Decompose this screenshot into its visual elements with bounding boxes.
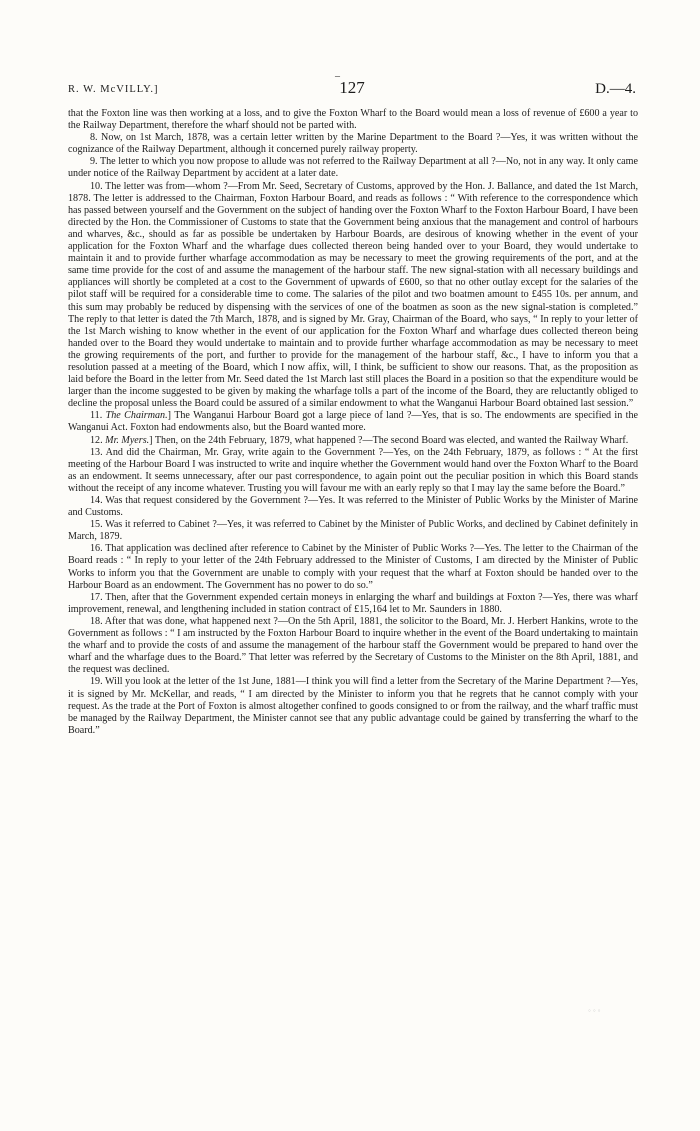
paragraph: 15. Was it referred to Cabinet ?—Yes, it was referred to Cabinet by the Minister of Public Works, and declined by Cabinet definitely in March, 1879. (68, 519, 638, 543)
paragraph: 16. That application was declined after reference to Cabinet by the Minister of Public Works ?—Yes. The letter to the Chairman of the Board reads : “ In reply to your letter of the 24th February addressed to the Minister of Customs, I am directed by the Minister of Public Works to inform you that the Government are unable to comply with your request that the wharf at Foxton should be handed over to the Harbour Board as an endowment. The Government has no power to do so.” (68, 543, 638, 591)
speaker: Mr. Myers. (105, 434, 150, 446)
document-code: D.—4. (595, 81, 636, 97)
speaker: The Chairman. (105, 410, 168, 422)
paragraph (68, 410, 638, 434)
paragraph: 14. Was that request considered by the Government ?—Yes. It was referred to the Minister of Public Works by the Minister of Marine and Customs. (68, 495, 638, 519)
faint-stamp-mark: ◦ ◦ ◦ (588, 1006, 601, 1015)
paragraph: 13. And did the Chairman, Mr. Gray, write again to the Government ?—Yes, on the 24th February, 1879, as follows : “ At the first meeting of the Harbour Board I was instructed to write and inquire whether the Government would hand over the Foxton Wharf to the Board as an endowment. It seems unnecessary, after our past correspondence, to again point out the peculiar position in which this Board stands without the receipt of any income whatever. Trusting you will favour me with an early reply so that I may lay the same before the Board.” (68, 446, 638, 494)
question-number: 11. (90, 410, 103, 422)
question-number: 12. (90, 434, 103, 446)
witness-name: R. W. McVILLY.] (68, 84, 159, 95)
paragraph: 17. Then, after that the Government expended certain moneys in enlarging the wharf and buildings at Foxton ?—Yes, there was wharf improvement, renewal, and lengthening included in station contract of £15,164 let to Mr. Saunders in 1880. (68, 591, 638, 615)
page-header (68, 71, 636, 104)
paragraph: 10. The letter was from—whom ?—From Mr. Seed, Secretary of Customs, approved by the Hon. J. Ballance, and dated the 1st March, 1878. The letter is addressed to the Chairman, Foxton Harbour Board, and reads as follows : “ With reference to the correspondence which has passed between yourself and the Government on the subject of handing over the Foxton Wharf to the Foxton Harbour Board, I have been directed by the Hon. the Commissioner of Customs to state that the Government being anxious that the management and control of harbours and wharves, &c., should as far as possible be undertaken by Harbour Boards, are desirous of knowing whether in the event of your application for the Foxton Wharf and the wharfage dues collected thereon being handed over to your Board, they would undertake to maintain it and to provide further wharfage accommodation as may be necessary to meet the growing requirements of the port, and at the same time provide for the cost of and assume the management of the harbour staff. The new signal-station with all necessary buildings and appliances will shortly be completed at a cost to the Government of upwards of £600, so that no other outlay except for the salaries of the pilot staff will be required for a considerable time to come. The salaries of the pilot and two boatmen amount to £455 10s. per annum, and this sum may probably be reduced by dispensing with the services of one of the boatmen as soon as the new signal-station is completed.” The reply to that letter is dated the 7th March, 1878, and is signed by Mr. Gray, Chairman of the Board, who says, “ In reply to your letter of the 1st March wishing to know whether in the event of our application for the Foxton Wharf and wharfage dues collected thereon being handed over to the Board they would undertake to maintain and to provide further wharfage accommodation as may be necessary to meet the growing requirements of the port, and further to provide for the management of the harbour staff, &c., I have to inform you that a resolution passed at a meeting of the Board, which I now affix, will, I think, be sufficient to show our reasons. That, as the proposition as laid before the Board in the letter from Mr. Seed dated the 1st March last still places the Board in a position so that the expenditure would be larger than the income suggested to be given by making the wharfage tolls a part of the income of the Board, they are reluctantly obliged to decline the proposal unless the Board could be assured of a similar endowment to what the Wanganui Harbour Board obtained last session.” (68, 180, 638, 410)
page-number: 127 (339, 78, 365, 97)
paragraph: 19. Will you look at the letter of the 1st June, 1881—I think you will find a letter from the Secretary of the Marine Department ?—Yes, it is signed by Mr. McKellar, and reads, “ I am directed by the Minister to inform you that he regrets that he cannot comply with your request. As the trade at the Port of Foxton is almost altogether confined to goods consigned to or from the railway, and the wharf traffic must be managed by the Railway Department, the Minister cannot see that any public advantage could be gained by transferring the wharf to the Board.” (68, 676, 638, 736)
paragraph (68, 435, 638, 447)
paragraph: 18. After that was done, what happened next ?—On the 5th April, 1881, the solicitor to the Board, Mr. J. Herbert Hankins, wrote to the Government as follows : “ I am instructed by the Foxton Harbour Board to inquire whether in the event of the Board undertaking to maintain the wharf and to provide the costs of and assume the management of the harbour staff the Government would be prepared to hand over the wharf and the wharfage dues to the Board.” That letter was referred by the Secretary of Customs to the Minister on the 8th April, 1881, and the request was declined. (68, 615, 638, 676)
paragraph-text: ] The Wanganui Harbour Board got a large piece of land ?—Yes, that is so. The endowments are specified in the Wanganui Act. Foxton had endowments also, but the Board wanted more. (68, 410, 638, 434)
paragraph: 8. Now, on 1st March, 1878, was a certain letter written by the Marine Department to the Board ?—Yes, it was written without the cognizance of the Railway Department, although it concerned purely railway property. (68, 132, 638, 156)
paragraph: that the Foxton line was then working at a loss, and to give the Foxton Wharf to the Board would mean a loss of revenue of £600 a year to the Railway Department, therefore the wharf should not be parted with. (68, 108, 638, 132)
header-dash: – (335, 71, 340, 82)
paragraph-text: ] Then, on the 24th February, 1879, what happened ?—The second Board was elected, and wanted the Railway Wharf. (149, 434, 629, 446)
body-text (68, 108, 638, 737)
paragraph: 9. The letter to which you now propose to allude was not referred to the Railway Department at all ?—No, not in any way. It only came under notice of the Railway Department by accident at a later date. (68, 156, 638, 180)
